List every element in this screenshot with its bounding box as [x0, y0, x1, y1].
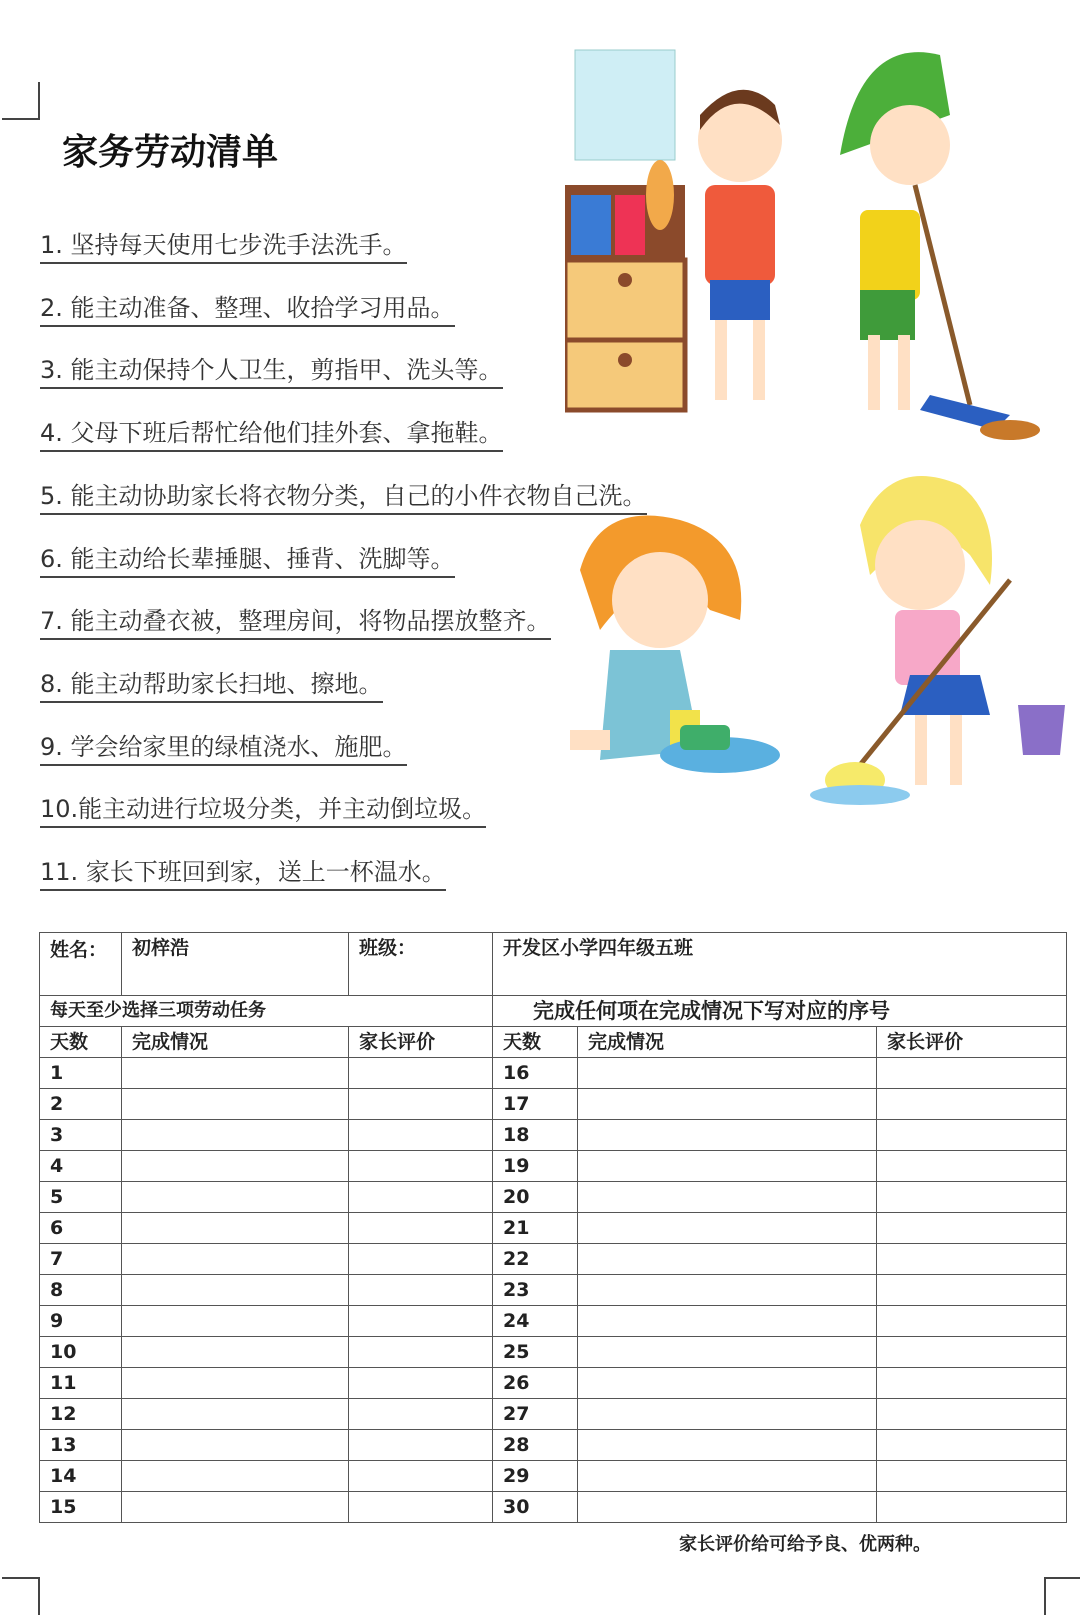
day-number: 4	[40, 1151, 122, 1182]
completion-cell[interactable]	[122, 1461, 349, 1492]
column-header: 天数	[493, 1027, 578, 1058]
table-row	[40, 1182, 1067, 1213]
day-number: 5	[40, 1182, 122, 1213]
completion-cell[interactable]	[122, 1275, 349, 1306]
page-title: 家务劳动清单	[62, 132, 279, 173]
table-row	[40, 1461, 1067, 1492]
day-number: 22	[493, 1244, 578, 1275]
completion-cell[interactable]	[578, 1182, 877, 1213]
task-item: 1. 坚持每天使用七步洗手法洗手。	[40, 230, 407, 264]
completion-cell[interactable]	[122, 1430, 349, 1461]
day-number: 18	[493, 1120, 578, 1151]
task-item: 8. 能主动帮助家长扫地、擦地。	[40, 669, 383, 703]
day-number: 8	[40, 1275, 122, 1306]
parent-rating-cell[interactable]	[349, 1399, 493, 1430]
day-number: 9	[40, 1306, 122, 1337]
boy-dusting-illustration	[565, 45, 825, 435]
parent-rating-cell[interactable]	[349, 1151, 493, 1182]
table-row	[40, 1120, 1067, 1151]
parent-rating-cell[interactable]	[877, 1492, 1067, 1523]
completion-cell[interactable]	[122, 1306, 349, 1337]
day-number: 1	[40, 1058, 122, 1089]
boy-raking-illustration	[820, 35, 1070, 455]
day-number: 15	[40, 1492, 122, 1523]
day-number: 19	[493, 1151, 578, 1182]
parent-rating-cell[interactable]	[349, 1461, 493, 1492]
day-number: 25	[493, 1337, 578, 1368]
table-row	[40, 1089, 1067, 1120]
day-number: 2	[40, 1089, 122, 1120]
task-item: 5. 能主动协助家长将衣物分类，自己的小件衣物自己洗。	[40, 481, 647, 515]
task-item: 11. 家长下班回到家，送上一杯温水。	[40, 857, 446, 891]
parent-rating-cell[interactable]	[349, 1492, 493, 1523]
girl-mopping-illustration	[800, 465, 1080, 835]
day-number: 14	[40, 1461, 122, 1492]
completion-cell[interactable]	[578, 1213, 877, 1244]
note-left: 每天至少选择三项劳动任务	[40, 996, 493, 1027]
task-item: 7. 能主动叠衣被，整理房间，将物品摆放整齐。	[40, 606, 551, 640]
day-number: 28	[493, 1430, 578, 1461]
completion-cell[interactable]	[122, 1399, 349, 1430]
task-item: 4. 父母下班后帮忙给他们挂外套、拿拖鞋。	[40, 418, 503, 452]
table-row	[40, 1058, 1067, 1089]
completion-cell[interactable]	[122, 1089, 349, 1120]
day-number: 16	[493, 1058, 578, 1089]
parent-rating-cell[interactable]	[877, 1399, 1067, 1430]
parent-rating-cell[interactable]	[877, 1461, 1067, 1492]
note-right: 完成任何项在完成情况下写对应的序号	[493, 996, 1067, 1027]
day-number: 26	[493, 1368, 578, 1399]
completion-cell[interactable]	[578, 1089, 877, 1120]
parent-rating-cell[interactable]	[877, 1430, 1067, 1461]
parent-rating-cell[interactable]	[349, 1058, 493, 1089]
day-number: 3	[40, 1120, 122, 1151]
parent-rating-cell[interactable]	[877, 1182, 1067, 1213]
day-number: 12	[40, 1399, 122, 1430]
name-label: 姓名：	[40, 933, 122, 996]
completion-cell[interactable]	[578, 1399, 877, 1430]
day-number: 29	[493, 1461, 578, 1492]
completion-cell[interactable]	[578, 1275, 877, 1306]
task-item: 2. 能主动准备、整理、收拾学习用品。	[40, 293, 455, 327]
girl-wiping-illustration	[560, 510, 800, 840]
parent-rating-cell[interactable]	[877, 1337, 1067, 1368]
parent-rating-cell[interactable]	[877, 1306, 1067, 1337]
completion-cell[interactable]	[578, 1306, 877, 1337]
completion-cell[interactable]	[122, 1244, 349, 1275]
day-number: 11	[40, 1368, 122, 1399]
day-number: 7	[40, 1244, 122, 1275]
day-number: 13	[40, 1430, 122, 1461]
table-row	[40, 1492, 1067, 1523]
parent-rating-cell[interactable]	[877, 1089, 1067, 1120]
completion-cell[interactable]	[578, 1151, 877, 1182]
class-value[interactable]: 开发区小学四年级五班	[493, 933, 1067, 996]
parent-rating-cell[interactable]	[877, 1275, 1067, 1306]
completion-cell[interactable]	[578, 1244, 877, 1275]
day-number: 10	[40, 1337, 122, 1368]
completion-cell[interactable]	[122, 1120, 349, 1151]
completion-cell[interactable]	[578, 1337, 877, 1368]
completion-cell[interactable]	[578, 1461, 877, 1492]
table-row	[40, 1244, 1067, 1275]
task-item: 10.能主动进行垃圾分类，并主动倒垃圾。	[40, 794, 486, 828]
parent-rating-cell[interactable]	[349, 1368, 493, 1399]
day-number: 17	[493, 1089, 578, 1120]
parent-rating-cell[interactable]	[349, 1182, 493, 1213]
column-header: 天数	[40, 1027, 122, 1058]
completion-cell[interactable]	[578, 1368, 877, 1399]
parent-rating-cell[interactable]	[349, 1120, 493, 1151]
parent-rating-cell[interactable]	[877, 1244, 1067, 1275]
name-value[interactable]: 初梓浩	[122, 933, 349, 996]
parent-rating-cell[interactable]	[349, 1213, 493, 1244]
table-row	[40, 1399, 1067, 1430]
column-header: 家长评价	[877, 1027, 1067, 1058]
parent-rating-cell[interactable]	[349, 1275, 493, 1306]
parent-rating-cell[interactable]	[877, 1151, 1067, 1182]
footnote: 家长评价给可给予良、优两种。	[679, 1534, 931, 1555]
task-item: 3. 能主动保持个人卫生，剪指甲、洗头等。	[40, 355, 503, 389]
chore-record-table	[39, 932, 1067, 1523]
class-label: 班级：	[349, 933, 493, 996]
day-number: 20	[493, 1182, 578, 1213]
parent-rating-cell[interactable]	[349, 1089, 493, 1120]
table-row	[40, 1275, 1067, 1306]
completion-cell[interactable]	[122, 1213, 349, 1244]
table-row	[40, 1306, 1067, 1337]
completion-cell[interactable]	[122, 1151, 349, 1182]
day-number: 6	[40, 1213, 122, 1244]
completion-cell[interactable]	[578, 1430, 877, 1461]
completion-cell[interactable]	[122, 1337, 349, 1368]
day-number: 24	[493, 1306, 578, 1337]
task-item: 6. 能主动给长辈捶腿、捶背、洗脚等。	[40, 544, 455, 578]
completion-cell[interactable]	[122, 1058, 349, 1089]
parent-rating-cell[interactable]	[349, 1244, 493, 1275]
column-header: 家长评价	[349, 1027, 493, 1058]
table-row	[40, 1337, 1067, 1368]
day-number: 27	[493, 1399, 578, 1430]
completion-cell[interactable]	[122, 1182, 349, 1213]
parent-rating-cell[interactable]	[877, 1213, 1067, 1244]
day-number: 21	[493, 1213, 578, 1244]
column-header: 完成情况	[578, 1027, 877, 1058]
completion-cell[interactable]	[122, 1492, 349, 1523]
crop-mark	[2, 82, 40, 120]
table-row	[40, 1430, 1067, 1461]
parent-rating-cell[interactable]	[349, 1337, 493, 1368]
column-header: 完成情况	[122, 1027, 349, 1058]
parent-rating-cell[interactable]	[877, 1058, 1067, 1089]
completion-cell[interactable]	[122, 1368, 349, 1399]
crop-mark	[1044, 1577, 1080, 1615]
task-item: 9. 学会给家里的绿植浇水、施肥。	[40, 732, 407, 766]
crop-mark	[2, 1577, 40, 1615]
table-row	[40, 1213, 1067, 1244]
table-row	[40, 1151, 1067, 1182]
completion-cell[interactable]	[578, 1058, 877, 1089]
completion-cell[interactable]	[578, 1492, 877, 1523]
parent-rating-cell[interactable]	[349, 1430, 493, 1461]
day-number: 30	[493, 1492, 578, 1523]
parent-rating-cell[interactable]	[349, 1306, 493, 1337]
parent-rating-cell[interactable]	[877, 1368, 1067, 1399]
table-row	[40, 1368, 1067, 1399]
parent-rating-cell[interactable]	[877, 1120, 1067, 1151]
completion-cell[interactable]	[578, 1120, 877, 1151]
day-number: 23	[493, 1275, 578, 1306]
